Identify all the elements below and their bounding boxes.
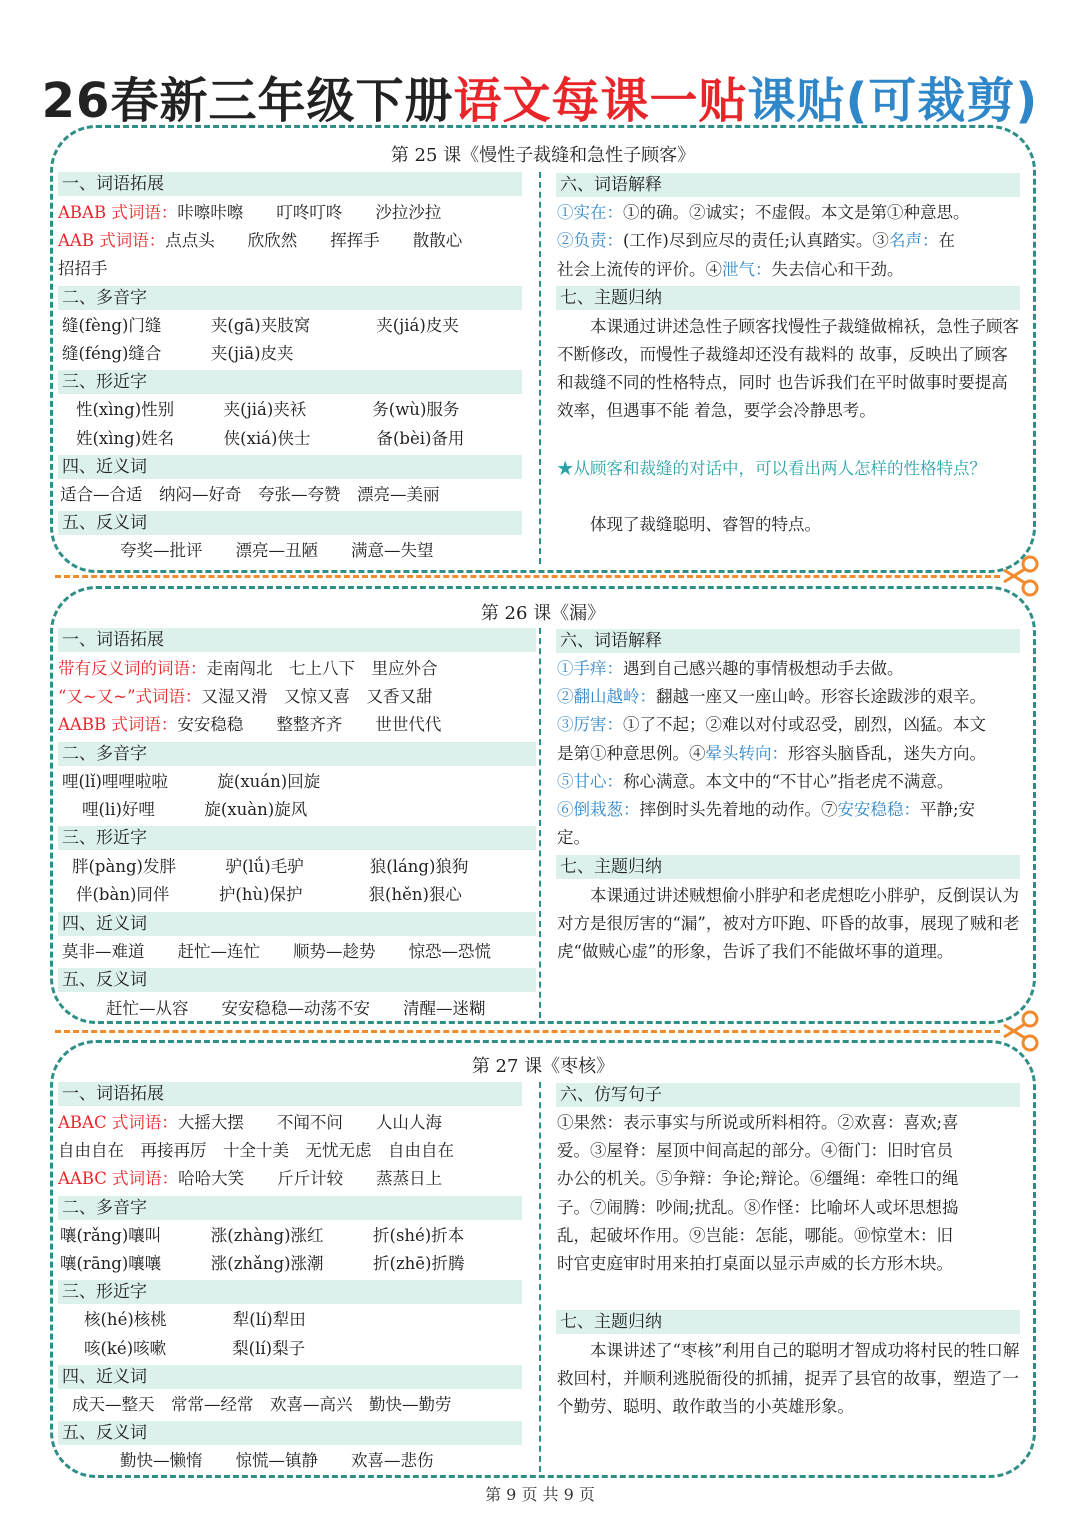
phrase-line: 办公的机关。⑤争辩：争论;辩论。⑥缰绳：牵牲口的绳: [557, 1169, 959, 1188]
definition: 遇到自己感兴趣的事情极想动手去做。: [623, 659, 904, 678]
definition: 是第①种意思例。④: [557, 744, 706, 763]
explain-line: 定。: [557, 828, 590, 847]
section-heading: 二、多音字: [58, 286, 522, 310]
column-divider: [539, 172, 541, 564]
word-line: 招招手: [58, 259, 108, 278]
summary-paragraph: 本课通过讲述贼想偷小胖驴和老虎想吃小胖驴，反倒误认为对方是很厉害的“漏”，被对方吓跑、吓昏的故事，展现了贼和老虎“做贼心虚”的形象，告诉了我们不能做坏事的道理。: [557, 886, 1020, 961]
column-divider: [539, 1082, 541, 1472]
section-heading: 一、词语拓展: [58, 1082, 522, 1106]
section-heading: 四、近义词: [58, 1365, 522, 1389]
phrase-line: 爱。③屋脊：屋顶中间高起的部分。④衙门：旧时官员: [557, 1141, 953, 1160]
section-heading: 三、形近字: [58, 370, 522, 394]
term: ①实在：: [557, 203, 623, 222]
word-line: 哩(li)好哩 旋(xuàn)旋风: [82, 800, 308, 819]
phrase-line: 乱，起破坏作用。⑨岂能：怎能，哪能。⑩惊堂木：旧: [557, 1226, 953, 1245]
words: 大摇大摆 不闻不问 人山人海: [177, 1113, 442, 1132]
section-heading: 七、主题归纳: [556, 1310, 1020, 1334]
explain-line: [557, 657, 904, 681]
summary-paragraph: 本课讲述了“枣核”利用自己的聪明才智成功将村民的牲口解救回村，并顺利逃脱衙役的抓捕，捉弄了县官的故事，塑造了一个勤劳、聪明、敢作敢当的小英雄形象。: [557, 1341, 1020, 1416]
section-heading: 三、形近字: [58, 1280, 522, 1304]
word-line: 姓(xìng)姓名 侠(xiá)侠士 备(bèi)备用: [76, 429, 465, 448]
section-heading: 五、反义词: [58, 1421, 522, 1445]
section-heading: 五、反义词: [58, 968, 536, 992]
word-line: 自由自在 再接再厉 十全十美 无忧无虑 自由自在: [58, 1141, 454, 1160]
section-heading: 二、多音字: [58, 742, 536, 766]
term: ①手痒：: [557, 659, 623, 678]
summary-paragraph: 本课通过讲述急性子顾客找慢性子裁缝做棉袄，急性子顾客不断修改，而慢性子裁缝却还没有裁料的 故事，反映出了顾客和裁缝不同的性格特点，同时 也告诉我们在平时做事时要提高效率，但遇事不能 着急，要学会冷静思考。: [557, 317, 1019, 420]
section-heading: 三、形近字: [58, 826, 536, 850]
definition: 社会上流传的评价。④: [557, 260, 722, 279]
word-line: [58, 1167, 442, 1191]
explain-line: [557, 258, 904, 282]
word-line: 性(xìng)性别 夹(jiá)夹袄 务(wù)服务: [76, 400, 460, 419]
label: “又~又~”式词语：: [58, 687, 202, 706]
word-line: 伴(bàn)同伴 护(hù)保护 狠(hěn)狠心: [76, 885, 462, 904]
column-divider: [539, 628, 541, 1018]
definition: 平静;安: [920, 800, 976, 819]
definition: 称心满意。本文中的“不甘心”指老虎不满意。: [623, 772, 954, 791]
explain-line: [557, 229, 955, 253]
section-heading: 七、主题归纳: [556, 855, 1020, 879]
word-line: 勤快—懒惰 惊慌—镇静 欢喜—悲伤: [120, 1451, 434, 1470]
word-line: 成天—整天 常常—经常 欢喜—高兴 勤快—勤劳: [72, 1395, 452, 1414]
word-line: 咳(ké)咳嗽 梨(lí)梨子: [84, 1339, 306, 1358]
section-heading: 五、反义词: [58, 511, 522, 535]
question: ★从顾客和裁缝的对话中，可以看出两人怎样的性格特点？: [557, 459, 986, 478]
term: 泄气：: [722, 260, 772, 279]
word-line: 莫非—难道 赶忙—连忙 顺势—趁势 惊恐—恐慌: [62, 942, 491, 961]
answer: 体现了裁缝聪明、睿智的特点。: [590, 515, 821, 534]
page-title: [0, 62, 1080, 131]
section-heading: 二、多音字: [58, 1196, 522, 1220]
phrase-line: 子。⑦闹腾：吵闹;扰乱。⑧作怪：比喻坏人或坏思想捣: [557, 1198, 959, 1217]
lesson-27-title: 第 27 课《枣核》: [471, 1056, 615, 1077]
aab-label: AAB 式词语：: [58, 231, 166, 250]
words: 安安稳稳 整整齐齐 世世代代: [177, 715, 442, 734]
word-line: 核(hé)核桃 犁(lí)犁田: [84, 1310, 306, 1329]
section-heading: 四、近义词: [58, 455, 522, 479]
explain-line: [557, 713, 986, 737]
aab-words: 点点头 欣欣然 挥挥手 散散心: [165, 231, 463, 250]
lesson-26-title: 第 26 课《漏》: [480, 603, 606, 624]
section-heading: 七、主题归纳: [556, 286, 1020, 310]
abab-words: 咔嚓咔嚓 叮咚叮咚 沙拉沙拉: [177, 203, 442, 222]
title-part1: 26春新三年级下册: [41, 73, 454, 129]
page-footer: 第 9 页 共 9 页: [485, 1485, 595, 1504]
term: ②负责：: [557, 231, 623, 250]
word-line: 胖(pàng)发胖 驴(lǘ)毛驴 狼(láng)狼狗: [72, 857, 469, 876]
term: 安安稳稳：: [837, 800, 920, 819]
explain-line: [557, 685, 986, 709]
definition: 在: [938, 231, 955, 250]
word-line: [58, 685, 433, 709]
title-part3: 课贴(可裁剪): [747, 73, 1039, 129]
word-line: 嚷(rǎng)嚷叫 涨(zhàng)涨红 折(shé)折本: [60, 1226, 465, 1245]
label: 带有反义词的词语：: [58, 659, 207, 678]
explain-line: [557, 201, 970, 225]
term: 晕头转向：: [705, 744, 788, 763]
definition: 失去信心和干劲。: [771, 260, 904, 279]
word-line: [58, 1111, 442, 1135]
word-line: 夸奖—批评 漂亮—丑陋 满意—失望: [120, 541, 434, 560]
explain-line: [557, 770, 953, 794]
word-line: 缝(fèng)门缝 夹(gā)夹肢窝 夹(jiá)皮夹: [62, 316, 459, 335]
section-heading: 四、近义词: [58, 912, 536, 936]
word-line: 缝(féng)缝合 夹(jiā)皮夹: [62, 344, 294, 363]
word-line: 嚷(rāng)嚷嚷 涨(zhǎng)涨潮 折(zhē)折腾: [60, 1254, 465, 1273]
word-line: [58, 657, 438, 681]
words: 走南闯北 七上八下 里应外合: [206, 659, 438, 678]
explain-line: [557, 742, 986, 766]
definition: 形容头脑昏乱，迷失方向。: [788, 744, 986, 763]
phrase-line: 时官吏庭审时用来拍打桌面以显示声威的长方形木块。: [557, 1254, 953, 1273]
section-heading: 六、词语解释: [556, 173, 1020, 197]
words: 哈哈大笑 斤斤计较 蒸蒸日上: [178, 1169, 443, 1188]
section-heading: 六、仿写句子: [556, 1083, 1020, 1107]
label: AABC 式词语：: [58, 1169, 179, 1188]
term: ③厉害：: [557, 715, 623, 734]
term: ②翻山越岭：: [557, 687, 656, 706]
words: 又湿又滑 又惊又喜 又香又甜: [201, 687, 433, 706]
cut-line: [55, 575, 1000, 578]
explain-line: [557, 798, 975, 822]
definition: ①了不起；②难以对付或忍受，剧烈，凶猛。本文: [623, 715, 986, 734]
section-heading: 一、词语拓展: [58, 628, 536, 652]
lesson-25-title: 第 25 课《慢性子裁缝和急性子顾客》: [390, 145, 696, 166]
term: ⑥倒栽葱：: [557, 800, 640, 819]
word-line: [58, 229, 462, 253]
abab-label: ABAB 式词语：: [58, 203, 178, 222]
label: ABAC 式词语：: [58, 1113, 178, 1132]
word-line: 哩(lǐ)哩哩啦啦 旋(xuán)回旋: [62, 772, 321, 791]
cut-line: [55, 1030, 1000, 1033]
definition: ①的确。②诚实；不虚假。本文是第①种意思。: [623, 203, 970, 222]
label: AABB 式词语：: [58, 715, 178, 734]
term: ⑤甘心：: [557, 772, 623, 791]
definition: 摔倒时头先着地的动作。⑦: [639, 800, 838, 819]
definition: (工作)尽到应尽的责任;认真踏实。③: [623, 231, 889, 250]
term: 名声：: [888, 231, 939, 250]
word-line: [58, 713, 441, 737]
section-heading: 一、词语拓展: [58, 172, 522, 196]
definition: 翻越一座又一座山岭。形容长途跋涉的艰辛。: [656, 687, 986, 706]
phrase-line: ①果然：表示事实与所说或所料相符。②欢喜：喜欢;喜: [557, 1113, 959, 1132]
title-part2: 语文每课一贴: [453, 73, 748, 129]
section-heading: 六、词语解释: [556, 629, 1020, 653]
word-line: 赶忙—从容 安安稳稳—动荡不安 清醒—迷糊: [106, 999, 486, 1018]
word-line: [58, 201, 441, 225]
word-line: 适合—合适 纳闷—好奇 夸张—夸赞 漂亮—美丽: [60, 485, 440, 504]
